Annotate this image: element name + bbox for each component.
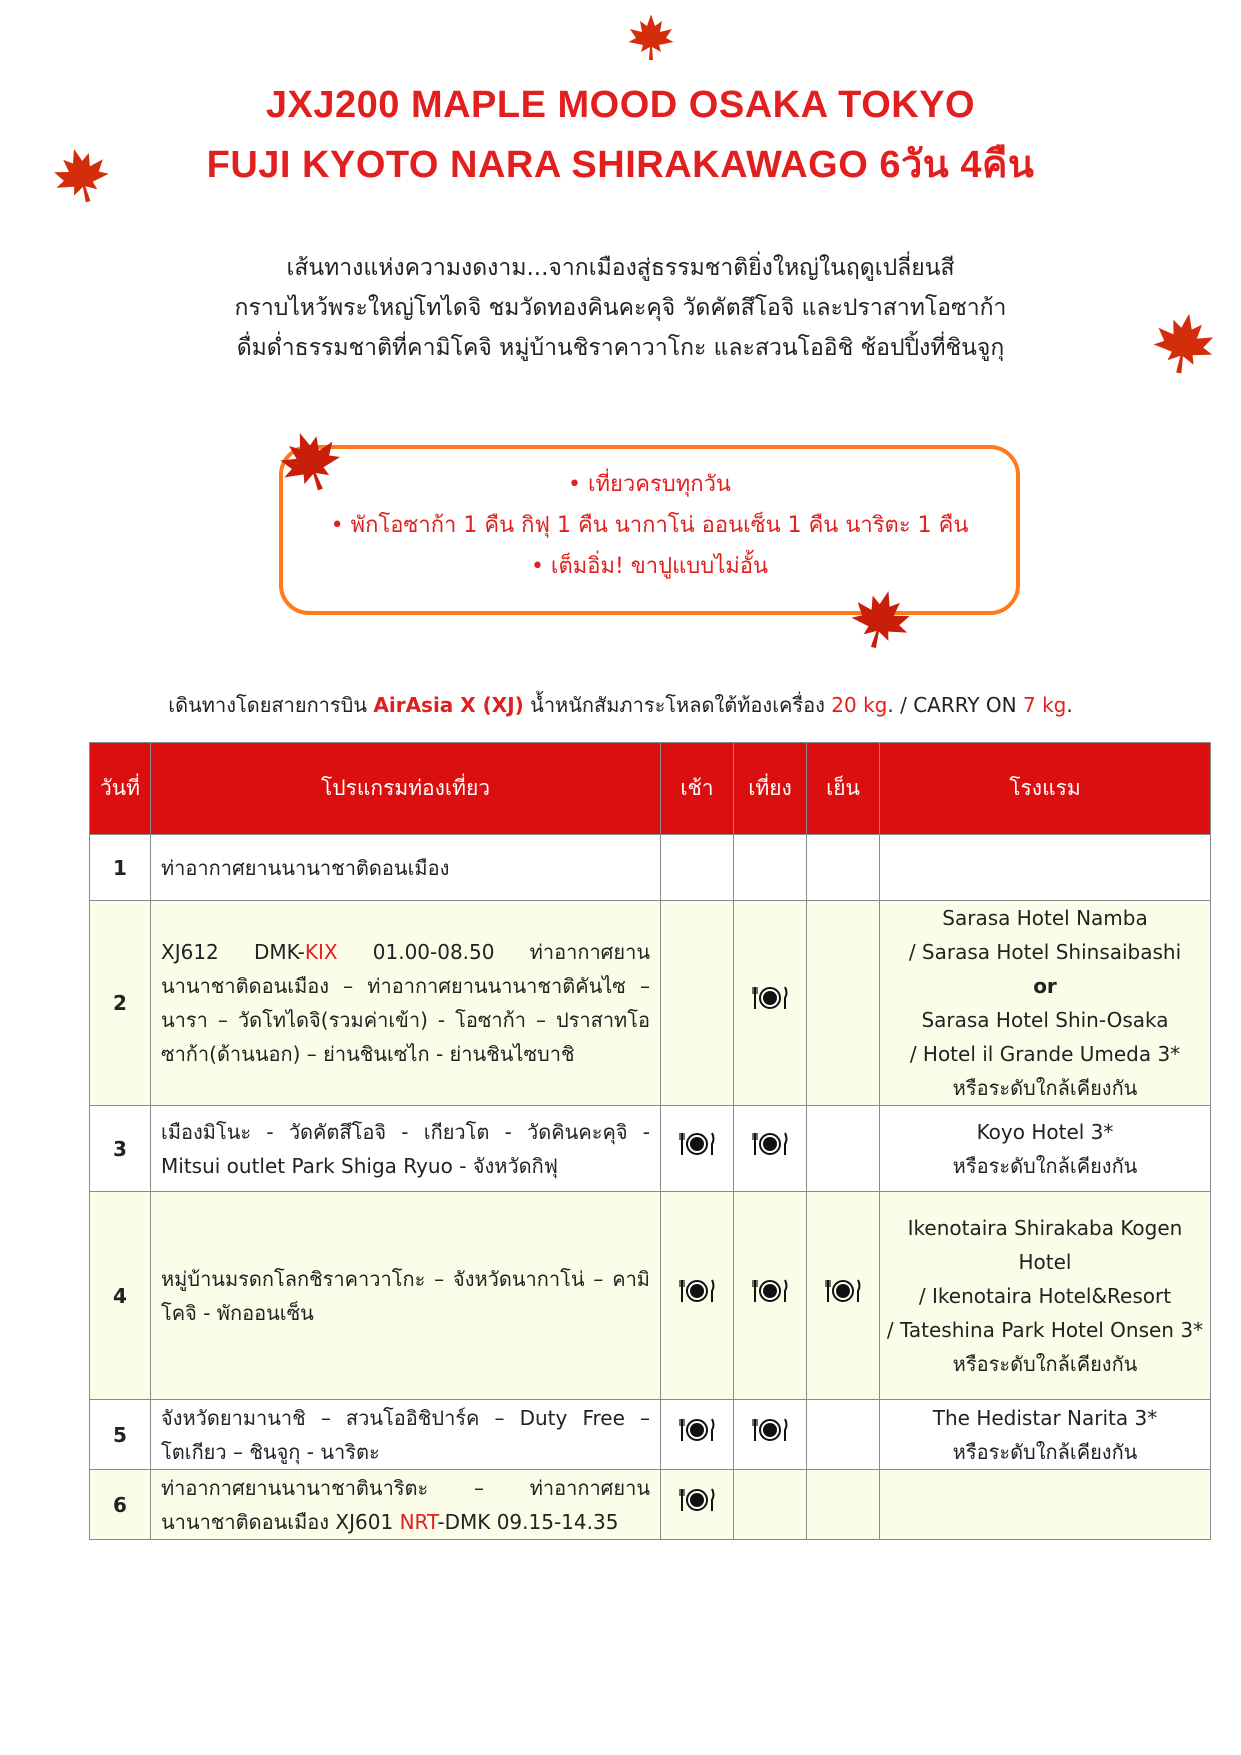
lunch-cell	[734, 901, 807, 1106]
plate-cutlery-icon	[751, 1131, 789, 1167]
hotel-cell	[880, 1106, 1211, 1192]
plate-cutlery-icon	[678, 1131, 716, 1167]
header-dinner: เย็น	[807, 743, 880, 835]
table-header	[90, 743, 1211, 835]
title-line-2: FUJI KYOTO NARA SHIRAKAWAGO 6วัน 4คืน	[206, 144, 1035, 186]
day-number: 2	[90, 901, 151, 1106]
table-row	[90, 1470, 1211, 1540]
hotel-line: Koyo Hotel 3*	[976, 1119, 1114, 1144]
program-text: เมืองมิโนะ - วัดคัตสึโอจิ - เกียวโต - วัดคินคะคุจิ - Mitsui outlet Park Shiga Ryuo - จังหวัดกิฟุ	[161, 1119, 650, 1178]
day-number: 4	[90, 1192, 151, 1400]
maple-leaf-icon	[848, 587, 914, 651]
plate-cutlery-icon	[751, 985, 789, 1021]
breakfast-cell	[661, 901, 734, 1106]
header-breakfast: เช้า	[661, 743, 734, 835]
header-lunch: เที่ยง	[734, 743, 807, 835]
day-number: 1	[90, 835, 151, 901]
dinner-cell	[807, 1400, 880, 1470]
airline-carrier: AirAsia X (XJ)	[373, 693, 524, 717]
hotel-line: Sarasa Hotel Namba	[942, 906, 1148, 930]
hotel-line: หรือระดับใกล้เคียงกัน	[952, 1351, 1138, 1376]
hotel-line: หรือระดับใกล้เคียงกัน	[952, 1076, 1138, 1100]
hotel-line: Sarasa Hotel Shin-Osaka	[921, 1008, 1169, 1032]
day-number: 6	[90, 1470, 151, 1540]
hotel-line: The Hedistar Narita 3*	[932, 1405, 1158, 1430]
highlight-list	[279, 464, 1020, 587]
program-text: -DMK 09.15-14.35	[437, 1509, 619, 1534]
day-number: 3	[90, 1106, 151, 1192]
program-cell	[151, 1192, 661, 1400]
breakfast-cell	[661, 1470, 734, 1540]
highlight-item: • พักโอซาก้า 1 คืน กิฟุ 1 คืน นากาโน่ ออนเซ็น 1 คืน นาริตะ 1 คืน	[330, 513, 969, 538]
plate-cutlery-icon	[824, 1278, 862, 1314]
program-cell	[151, 1400, 661, 1470]
airline-info	[0, 690, 1241, 720]
checked-baggage: 20 kg	[831, 693, 888, 717]
hotel-line: / Ikenotaira Hotel&Resort	[918, 1283, 1172, 1308]
hotel-cell	[880, 901, 1211, 1106]
airline-end: .	[1066, 693, 1073, 717]
hotel-line: / Tateshina Park Hotel Onsen 3*	[886, 1317, 1204, 1342]
hotel-line: Ikenotaira Shirakaba Kogen Hotel	[907, 1215, 1183, 1274]
airport-code: KIX	[304, 940, 338, 964]
maple-leaf-icon	[625, 12, 677, 62]
program-cell	[151, 1470, 661, 1540]
dinner-cell	[807, 1192, 880, 1400]
program-text: XJ612 DMK-	[161, 940, 305, 964]
program-text: หมู่บ้านมรดกโลกชิราคาวาโกะ – จังหวัดนากาโน่ – คามิโคจิ - พักออนเซ็น	[161, 1266, 650, 1325]
table-row	[90, 1192, 1211, 1400]
hotel-line: / Sarasa Hotel Shinsaibashi	[908, 940, 1182, 964]
plate-cutlery-icon	[751, 1417, 789, 1453]
plate-cutlery-icon	[751, 1278, 789, 1314]
breakfast-cell	[661, 1106, 734, 1192]
hotel-line: / Hotel il Grande Umeda 3*	[909, 1042, 1181, 1066]
highlight-item: • เต็มอิ่ม! ขาปูแบบไม่อั้น	[530, 554, 769, 579]
day-number: 5	[90, 1400, 151, 1470]
plate-cutlery-icon	[678, 1278, 716, 1314]
program-text: จังหวัดยามานาชิ – สวนโออิชิปาร์ค – Duty Free – โตเกียว – ชินจูกุ - นาริตะ	[161, 1405, 650, 1464]
page-title	[0, 82, 1241, 188]
intro-text	[0, 248, 1241, 368]
program-text: 01.00-08.50 ท่าอากาศยานนานาชาติดอนเมือง – ท่าอากาศยานนานาชาติคันไซ – นารา – วัดโทไดจิ(รวมค่าเข้า) - โอซาก้า – ปราสาทโอซาก้า(ด้านนอก) – ย่านชินเซไก - ย่านชินไซบาชิ	[161, 940, 650, 1066]
lunch-cell	[734, 835, 807, 901]
lunch-cell	[734, 1192, 807, 1400]
breakfast-cell	[661, 835, 734, 901]
hotel-line: or	[1033, 974, 1057, 998]
program-cell	[151, 1106, 661, 1192]
maple-leaf-icon	[276, 428, 344, 494]
table-row	[90, 835, 1211, 901]
header-day: วันที่	[90, 743, 151, 835]
carry-on-baggage: 7 kg	[1023, 693, 1067, 717]
dinner-cell	[807, 901, 880, 1106]
plate-cutlery-icon	[678, 1487, 716, 1523]
hotel-line: หรือระดับใกล้เคียงกัน	[952, 1439, 1138, 1464]
airline-prefix: เดินทางโดยสายการบิน	[168, 693, 374, 717]
table-row	[90, 901, 1211, 1106]
airport-code: NRT	[399, 1509, 438, 1534]
table-body	[90, 835, 1211, 1540]
highlight-item: • เที่ยวครบทุกวัน	[568, 472, 731, 497]
dinner-cell	[807, 1470, 880, 1540]
breakfast-cell	[661, 1192, 734, 1400]
header-hotel: โรงแรม	[880, 743, 1211, 835]
itinerary-table	[89, 742, 1211, 1540]
intro-line: กราบไหว้พระใหญ่โทไดจิ ชมวัดทองคินคะคุจิ วัดคัตสึโอจิ และปราสาทโอซาก้า	[234, 295, 1007, 321]
program-cell	[151, 835, 661, 901]
breakfast-cell	[661, 1400, 734, 1470]
lunch-cell	[734, 1400, 807, 1470]
hotel-cell	[880, 835, 1211, 901]
plate-cutlery-icon	[678, 1417, 716, 1453]
table-row	[90, 1400, 1211, 1470]
program-text: ท่าอากาศยานนานาชาติดอนเมือง	[161, 855, 450, 880]
lunch-cell	[734, 1106, 807, 1192]
title-line-1: JXJ200 MAPLE MOOD OSAKA TOKYO	[265, 84, 976, 126]
hotel-line: หรือระดับใกล้เคียงกัน	[952, 1153, 1138, 1178]
table-row	[90, 1106, 1211, 1192]
intro-line: เส้นทางแห่งความงดงาม...จากเมืองสู่ธรรมชาติยิ่งใหญ่ในฤดูเปลี่ยนสี	[286, 255, 955, 281]
program-cell	[151, 901, 661, 1106]
dinner-cell	[807, 1106, 880, 1192]
hotel-cell	[880, 1470, 1211, 1540]
dinner-cell	[807, 835, 880, 901]
program-text: ท่าอากาศยานนานาชาตินาริตะ – ท่าอากาศยานนานาชาติดอนเมือง XJ601	[161, 1475, 650, 1534]
intro-line: ดื่มด่ำธรรมชาติที่คามิโคจิ หมู่บ้านชิราคาวาโกะ และสวนโออิชิ ช้อปปิ้งที่ชินจูกุ	[236, 335, 1005, 361]
hotel-cell	[880, 1400, 1211, 1470]
hotel-cell	[880, 1192, 1211, 1400]
airline-sep: . / CARRY ON	[887, 693, 1023, 717]
airline-baggage-text: น้ำหนักสัมภาระโหลดใต้ท้องเครื่อง	[523, 693, 832, 717]
header-program: โปรแกรมท่องเที่ยว	[151, 743, 661, 835]
lunch-cell	[734, 1470, 807, 1540]
